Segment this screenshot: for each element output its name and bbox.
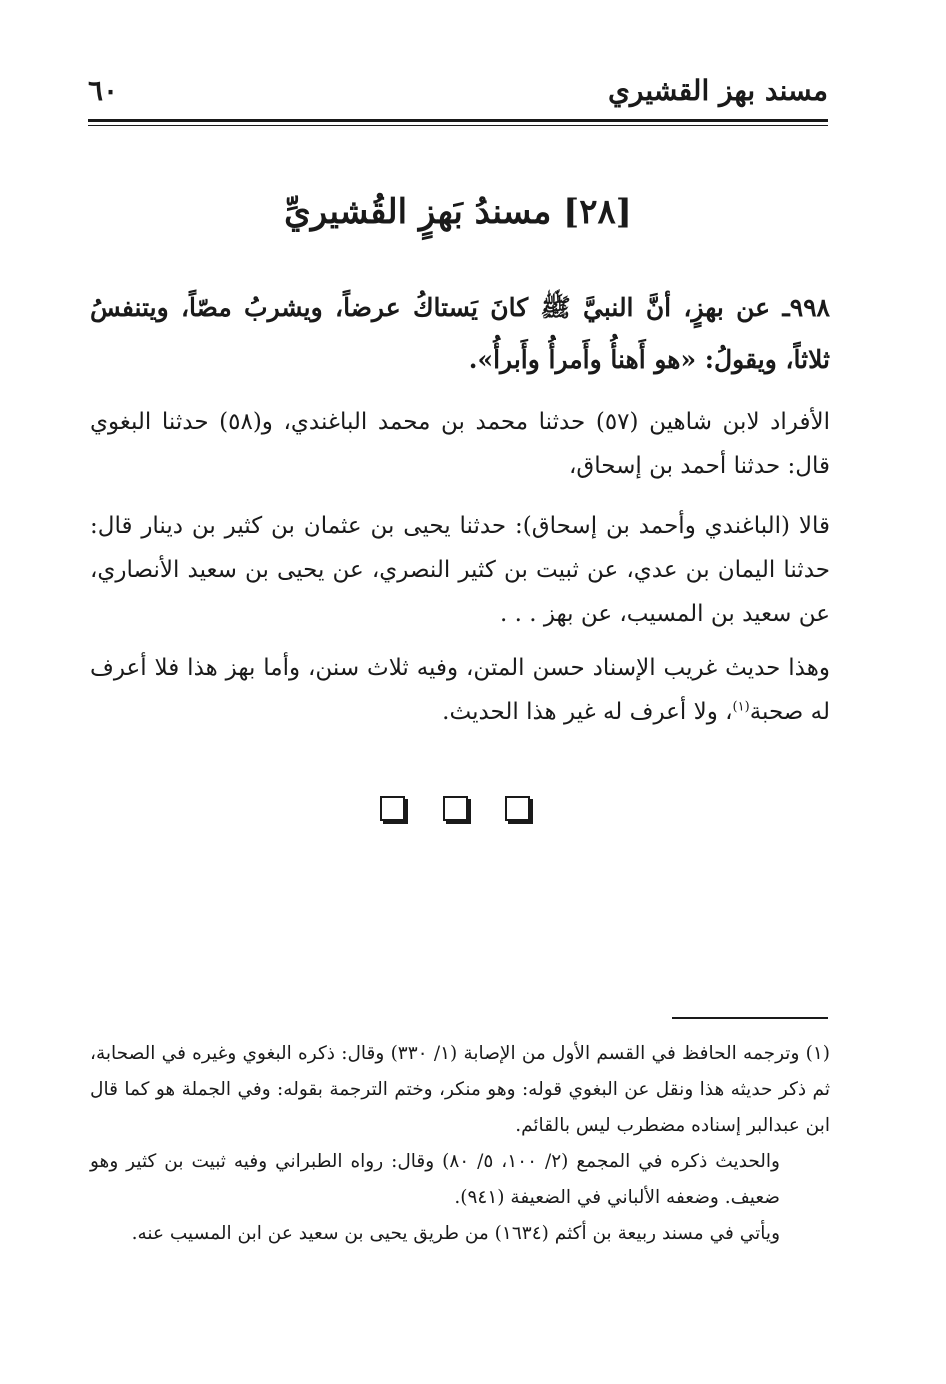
ornament-box xyxy=(505,796,530,821)
ornament-box xyxy=(443,796,468,821)
footnote-ref-1[interactable]: (١) xyxy=(732,699,750,715)
header-rule-thick xyxy=(88,119,828,122)
commentary-text-part2: ، ولا أعرف له غير هذا الحديث. xyxy=(442,699,733,725)
commentary-text-part1: وهذا حديث غريب الإسناد حسن المتن، وفيه ثلاث سنن، وأما بهز هذا فلا أعرف له صحبة xyxy=(90,655,830,725)
page-number: ٦٠ xyxy=(88,74,119,107)
section-title: [٢٨] مسندُ بَهزٍ القُشيريِّ xyxy=(284,192,632,232)
running-header xyxy=(88,74,828,118)
footnote-separator xyxy=(672,1017,828,1019)
ornament-box xyxy=(380,796,405,821)
header-rule-thin xyxy=(88,125,828,126)
footnote-1-continuation-a: والحديث ذكره في المجمع (٢/ ١٠٠، ٥/ ٨٠) وقال: رواه الطبراني وفيه ثبيت بن كثير وهو ضعيف. وضعفه الألباني في الضعيفة (٩٤١). xyxy=(90,1151,780,1208)
hadith-text: ٩٩٨ـ عن بهزٍ، أنَّ النبيَّ ﷺ كانَ يَستاكُ عرضاً، ويشربُ مصّاً، ويتنفسُ ثلاثاً، ويقولُ: «هو أَهنأُ وأَمرأُ وأَبرأُ». xyxy=(90,293,830,374)
running-title: مسند بهز القشيري xyxy=(607,74,828,107)
commentary-paragraph xyxy=(90,646,830,734)
source-paragraph-1: الأفراد لابن شاهين (٥٧) حدثنا محمد بن محمد الباغندي، و(٥٨) حدثنا البغوي قال: حدثنا أحمد بن إسحاق، xyxy=(90,409,830,479)
section-end-ornaments xyxy=(380,796,530,826)
isnad-paragraph: قالا (الباغندي وأحمد بن إسحاق): حدثنا يحيى بن عثمان بن كثير بن دينار قال: حدثنا اليمان بن عدي، عن ثبيت بن كثير النصري، عن يحيى بن سعيد الأنصاري، عن سعيد بن المسيب، عن بهز . . . xyxy=(90,513,830,627)
footnote-1-continuation-b: ويأتي في مسند ربيعة بن أكثم (١٦٣٤) من طريق يحيى بن سعيد عن ابن المسيب عنه. xyxy=(131,1223,780,1244)
footnote-1: (١) وترجمه الحافظ في القسم الأول من الإصابة (١/ ٣٣٠) وقال: ذكره البغوي وغيره في الصحابة، ثم ذكر حديثه هذا ونقل عن البغوي قوله: وهو منكر، وختم الترجمة بقوله: وفي الجملة هو كما قال ابن عبدالبر إسناده مضطرب ليس بالقائم. xyxy=(90,1043,830,1136)
footnotes xyxy=(90,1036,830,1252)
